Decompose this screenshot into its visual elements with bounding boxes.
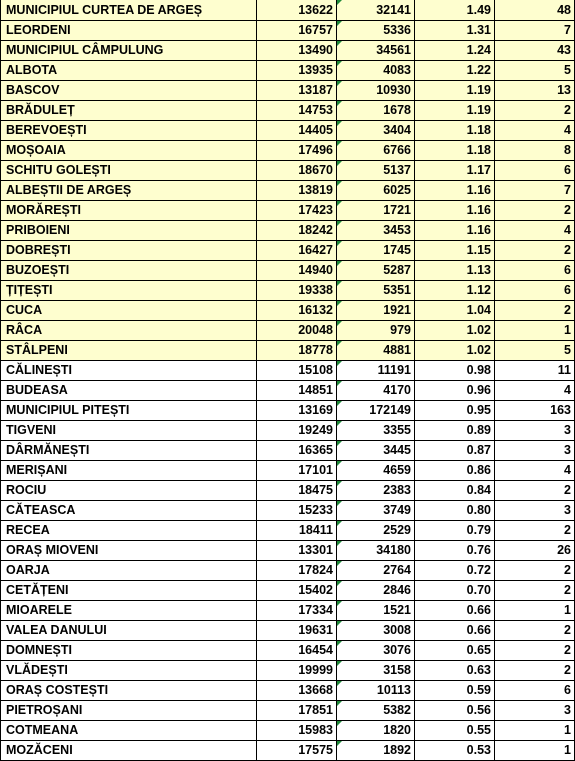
table-row	[1, 340, 575, 360]
cell-locality-name[interactable]: SCHITU GOLEȘTI	[1, 160, 257, 180]
table-row	[1, 440, 575, 460]
cell-locality-name[interactable]: ȚIȚEȘTI	[1, 280, 257, 300]
cell-value-3[interactable]: 0.63	[415, 660, 495, 680]
cell-locality-name[interactable]: RECEA	[1, 520, 257, 540]
cell-value-1[interactable]: 17851	[257, 700, 337, 720]
cell-value-2[interactable]: 4881	[337, 340, 415, 360]
cell-locality-name[interactable]: MUNICIPIUL CURTEA DE ARGEȘ	[1, 0, 257, 20]
cell-value-1[interactable]: 17824	[257, 560, 337, 580]
cell-value-4[interactable]: 1	[495, 320, 575, 340]
cell-value-4[interactable]: 7	[495, 20, 575, 40]
cell-value-1[interactable]: 19999	[257, 660, 337, 680]
cell-value-2[interactable]: 1521	[337, 600, 415, 620]
cell-value-2[interactable]: 3445	[337, 440, 415, 460]
table-row	[1, 80, 575, 100]
cell-value-1[interactable]: 17334	[257, 600, 337, 620]
cell-value-4[interactable]: 6	[495, 260, 575, 280]
table-row	[1, 700, 575, 720]
cell-locality-name[interactable]: MERIȘANI	[1, 460, 257, 480]
table-row	[1, 740, 575, 760]
table-row	[1, 400, 575, 420]
cell-value-1[interactable]: 18411	[257, 520, 337, 540]
cell-value-2[interactable]: 5382	[337, 700, 415, 720]
cell-value-2[interactable]: 1892	[337, 740, 415, 760]
cell-value-4[interactable]: 3	[495, 420, 575, 440]
cell-value-1[interactable]: 18670	[257, 160, 337, 180]
cell-value-2[interactable]: 3076	[337, 640, 415, 660]
cell-value-2[interactable]: 1678	[337, 100, 415, 120]
cell-locality-name[interactable]: BRĂDULEȚ	[1, 100, 257, 120]
cell-value-2[interactable]: 172149	[337, 400, 415, 420]
cell-value-4[interactable]: 2	[495, 560, 575, 580]
table-row	[1, 220, 575, 240]
cell-value-1[interactable]: 13187	[257, 80, 337, 100]
cell-locality-name[interactable]: MUNICIPIUL PITEȘTI	[1, 400, 257, 420]
cell-value-4[interactable]: 2	[495, 640, 575, 660]
cell-value-2[interactable]: 979	[337, 320, 415, 340]
cell-locality-name[interactable]: RÂCA	[1, 320, 257, 340]
cell-value-1[interactable]: 17101	[257, 460, 337, 480]
cell-value-4[interactable]: 4	[495, 460, 575, 480]
cell-locality-name[interactable]: CĂLINEȘTI	[1, 360, 257, 380]
cell-value-4[interactable]: 2	[495, 620, 575, 640]
cell-locality-name[interactable]: BUZOEȘTI	[1, 260, 257, 280]
cell-value-1[interactable]: 13668	[257, 680, 337, 700]
cell-value-3[interactable]: 0.55	[415, 720, 495, 740]
cell-value-1[interactable]: 16454	[257, 640, 337, 660]
cell-value-1[interactable]: 14753	[257, 100, 337, 120]
cell-value-2[interactable]: 1745	[337, 240, 415, 260]
cell-value-2[interactable]: 4659	[337, 460, 415, 480]
cell-value-1[interactable]: 16365	[257, 440, 337, 460]
cell-value-4[interactable]: 13	[495, 80, 575, 100]
cell-value-1[interactable]: 17496	[257, 140, 337, 160]
cell-value-3[interactable]: 1.02	[415, 340, 495, 360]
table-row	[1, 100, 575, 120]
table-row	[1, 460, 575, 480]
cell-locality-name[interactable]: DÂRMĂNEȘTI	[1, 440, 257, 460]
cell-value-1[interactable]: 13819	[257, 180, 337, 200]
table-row	[1, 260, 575, 280]
cell-value-4[interactable]: 2	[495, 580, 575, 600]
cell-locality-name[interactable]: ALBEȘTII DE ARGEȘ	[1, 180, 257, 200]
cell-value-4[interactable]: 48	[495, 0, 575, 20]
cell-locality-name[interactable]: COTMEANA	[1, 720, 257, 740]
cell-value-2[interactable]: 11191	[337, 360, 415, 380]
table-body	[1, 0, 575, 760]
cell-value-3[interactable]: 1.16	[415, 180, 495, 200]
cell-value-3[interactable]: 0.89	[415, 420, 495, 440]
cell-value-2[interactable]: 3355	[337, 420, 415, 440]
cell-value-3[interactable]: 1.24	[415, 40, 495, 60]
cell-locality-name[interactable]: MUNICIPIUL CÂMPULUNG	[1, 40, 257, 60]
table-row	[1, 640, 575, 660]
cell-value-2[interactable]: 1820	[337, 720, 415, 740]
cell-value-3[interactable]: 1.18	[415, 120, 495, 140]
table-row	[1, 360, 575, 380]
cell-value-4[interactable]: 4	[495, 380, 575, 400]
cell-value-2[interactable]: 3008	[337, 620, 415, 640]
cell-value-1[interactable]: 16427	[257, 240, 337, 260]
cell-value-3[interactable]: 1.22	[415, 60, 495, 80]
cell-value-3[interactable]: 1.13	[415, 260, 495, 280]
table-row	[1, 200, 575, 220]
cell-value-2[interactable]: 3404	[337, 120, 415, 140]
cell-value-3[interactable]: 0.86	[415, 460, 495, 480]
cell-value-1[interactable]: 13935	[257, 60, 337, 80]
cell-value-1[interactable]: 15983	[257, 720, 337, 740]
cell-locality-name[interactable]: MIOARELE	[1, 600, 257, 620]
cell-locality-name[interactable]: VALEA DANULUI	[1, 620, 257, 640]
cell-value-4[interactable]: 4	[495, 120, 575, 140]
cell-value-4[interactable]: 2	[495, 660, 575, 680]
cell-value-3[interactable]: 1.18	[415, 140, 495, 160]
cell-value-2[interactable]: 34561	[337, 40, 415, 60]
cell-value-2[interactable]: 2846	[337, 580, 415, 600]
cell-value-4[interactable]: 2	[495, 240, 575, 260]
cell-value-1[interactable]: 14940	[257, 260, 337, 280]
cell-locality-name[interactable]: MOȘOAIA	[1, 140, 257, 160]
cell-value-4[interactable]: 2	[495, 300, 575, 320]
cell-value-2[interactable]: 1921	[337, 300, 415, 320]
cell-value-1[interactable]: 17575	[257, 740, 337, 760]
cell-value-1[interactable]: 15108	[257, 360, 337, 380]
cell-value-1[interactable]: 15402	[257, 580, 337, 600]
cell-locality-name[interactable]: CETĂȚENI	[1, 580, 257, 600]
cell-value-2[interactable]: 10930	[337, 80, 415, 100]
table-row	[1, 560, 575, 580]
cell-locality-name[interactable]: BUDEASA	[1, 380, 257, 400]
table-row	[1, 40, 575, 60]
cell-value-3[interactable]: 0.79	[415, 520, 495, 540]
cell-value-1[interactable]: 19338	[257, 280, 337, 300]
cell-value-1[interactable]: 19631	[257, 620, 337, 640]
cell-value-3[interactable]: 1.49	[415, 0, 495, 20]
cell-value-4[interactable]: 26	[495, 540, 575, 560]
cell-value-2[interactable]: 4083	[337, 60, 415, 80]
cell-value-2[interactable]: 4170	[337, 380, 415, 400]
table-row	[1, 280, 575, 300]
cell-value-4[interactable]: 1	[495, 740, 575, 760]
cell-value-3[interactable]: 0.84	[415, 480, 495, 500]
table-row	[1, 320, 575, 340]
cell-value-4[interactable]: 3	[495, 500, 575, 520]
cell-value-2[interactable]: 3158	[337, 660, 415, 680]
cell-locality-name[interactable]: PIETROȘANI	[1, 700, 257, 720]
cell-locality-name[interactable]: STÂLPENI	[1, 340, 257, 360]
cell-value-4[interactable]: 3	[495, 440, 575, 460]
table-row	[1, 120, 575, 140]
cell-value-1[interactable]: 15233	[257, 500, 337, 520]
cell-value-1[interactable]: 19249	[257, 420, 337, 440]
cell-value-1[interactable]: 13169	[257, 400, 337, 420]
cell-value-3[interactable]: 1.31	[415, 20, 495, 40]
cell-value-3[interactable]: 0.66	[415, 620, 495, 640]
cell-value-2[interactable]: 5351	[337, 280, 415, 300]
cell-value-2[interactable]: 3453	[337, 220, 415, 240]
cell-value-2[interactable]: 5137	[337, 160, 415, 180]
cell-value-3[interactable]: 1.15	[415, 240, 495, 260]
cell-value-1[interactable]: 14851	[257, 380, 337, 400]
cell-value-1[interactable]: 18475	[257, 480, 337, 500]
cell-value-4[interactable]: 2	[495, 200, 575, 220]
cell-value-3[interactable]: 0.80	[415, 500, 495, 520]
cell-value-3[interactable]: 1.16	[415, 200, 495, 220]
table-row	[1, 240, 575, 260]
cell-value-4[interactable]: 2	[495, 520, 575, 540]
cell-value-1[interactable]: 16132	[257, 300, 337, 320]
table-row	[1, 160, 575, 180]
cell-value-1[interactable]: 17423	[257, 200, 337, 220]
table-row	[1, 580, 575, 600]
cell-value-1[interactable]: 18242	[257, 220, 337, 240]
cell-locality-name[interactable]: MORĂREȘTI	[1, 200, 257, 220]
cell-value-2[interactable]: 10113	[337, 680, 415, 700]
cell-value-3[interactable]: 1.19	[415, 100, 495, 120]
cell-locality-name[interactable]: BEREVOEȘTI	[1, 120, 257, 140]
cell-value-3[interactable]: 0.56	[415, 700, 495, 720]
cell-value-4[interactable]: 4	[495, 220, 575, 240]
cell-value-4[interactable]: 5	[495, 60, 575, 80]
cell-locality-name[interactable]: ORAȘ MIOVENI	[1, 540, 257, 560]
cell-value-3[interactable]: 0.70	[415, 580, 495, 600]
cell-value-3[interactable]: 0.72	[415, 560, 495, 580]
cell-locality-name[interactable]: ROCIU	[1, 480, 257, 500]
cell-value-2[interactable]: 2764	[337, 560, 415, 580]
cell-locality-name[interactable]: LEORDENI	[1, 20, 257, 40]
cell-value-2[interactable]: 5336	[337, 20, 415, 40]
cell-value-2[interactable]: 3749	[337, 500, 415, 520]
cell-value-4[interactable]: 8	[495, 140, 575, 160]
table-row	[1, 480, 575, 500]
cell-value-3[interactable]: 1.04	[415, 300, 495, 320]
table-row	[1, 500, 575, 520]
table-row	[1, 680, 575, 700]
cell-value-3[interactable]: 0.76	[415, 540, 495, 560]
cell-locality-name[interactable]: ORAȘ COSTEȘTI	[1, 680, 257, 700]
table-row	[1, 420, 575, 440]
cell-value-4[interactable]: 6	[495, 160, 575, 180]
cell-value-3[interactable]: 0.95	[415, 400, 495, 420]
cell-locality-name[interactable]: VLĂDEȘTI	[1, 660, 257, 680]
cell-value-1[interactable]: 14405	[257, 120, 337, 140]
cell-value-2[interactable]: 2529	[337, 520, 415, 540]
table-row	[1, 620, 575, 640]
cell-value-4[interactable]: 11	[495, 360, 575, 380]
cell-value-4[interactable]: 3	[495, 700, 575, 720]
cell-value-4[interactable]: 1	[495, 720, 575, 740]
cell-value-1[interactable]: 13490	[257, 40, 337, 60]
cell-locality-name[interactable]: BASCOV	[1, 80, 257, 100]
cell-locality-name[interactable]: DOMNEȘTI	[1, 640, 257, 660]
cell-locality-name[interactable]: MOZĂCENI	[1, 740, 257, 760]
table-row	[1, 180, 575, 200]
table-row	[1, 20, 575, 40]
table-row	[1, 60, 575, 80]
cell-value-3[interactable]: 1.19	[415, 80, 495, 100]
cell-value-3[interactable]: 1.12	[415, 280, 495, 300]
cell-value-4[interactable]: 43	[495, 40, 575, 60]
cell-value-2[interactable]: 2383	[337, 480, 415, 500]
table-row	[1, 660, 575, 680]
cell-locality-name[interactable]: TIGVENI	[1, 420, 257, 440]
cell-value-1[interactable]: 16757	[257, 20, 337, 40]
cell-value-4[interactable]: 1	[495, 600, 575, 620]
table-row	[1, 540, 575, 560]
cell-value-2[interactable]: 1721	[337, 200, 415, 220]
table-row	[1, 380, 575, 400]
cell-value-4[interactable]: 7	[495, 180, 575, 200]
cell-value-3[interactable]: 0.53	[415, 740, 495, 760]
table-row	[1, 720, 575, 740]
cell-value-4[interactable]: 2	[495, 480, 575, 500]
cell-value-2[interactable]: 5287	[337, 260, 415, 280]
cell-value-3[interactable]: 0.59	[415, 680, 495, 700]
cell-value-3[interactable]: 1.16	[415, 220, 495, 240]
cell-locality-name[interactable]: CĂTEASCA	[1, 500, 257, 520]
cell-locality-name[interactable]: DOBREȘTI	[1, 240, 257, 260]
table-row	[1, 0, 575, 20]
cell-value-1[interactable]: 13622	[257, 0, 337, 20]
cell-value-4[interactable]: 5	[495, 340, 575, 360]
cell-value-3[interactable]: 0.66	[415, 600, 495, 620]
cell-locality-name[interactable]: ALBOTA	[1, 60, 257, 80]
cell-value-1[interactable]: 18778	[257, 340, 337, 360]
cell-value-3[interactable]: 1.02	[415, 320, 495, 340]
cell-value-4[interactable]: 2	[495, 100, 575, 120]
cell-value-3[interactable]: 1.17	[415, 160, 495, 180]
cell-value-2[interactable]: 6766	[337, 140, 415, 160]
cell-value-1[interactable]: 13301	[257, 540, 337, 560]
cell-value-2[interactable]: 32141	[337, 0, 415, 20]
cell-locality-name[interactable]: OARJA	[1, 560, 257, 580]
table-row	[1, 520, 575, 540]
table-row	[1, 300, 575, 320]
cell-value-3[interactable]: 0.87	[415, 440, 495, 460]
cell-locality-name[interactable]: PRIBOIENI	[1, 220, 257, 240]
cell-value-3[interactable]: 0.96	[415, 380, 495, 400]
table-row	[1, 140, 575, 160]
cell-value-4[interactable]: 6	[495, 680, 575, 700]
cell-value-4[interactable]: 163	[495, 400, 575, 420]
table-row	[1, 600, 575, 620]
cell-value-4[interactable]: 6	[495, 280, 575, 300]
cell-value-2[interactable]: 6025	[337, 180, 415, 200]
cell-value-3[interactable]: 0.65	[415, 640, 495, 660]
cell-locality-name[interactable]: CUCA	[1, 300, 257, 320]
cell-value-2[interactable]: 34180	[337, 540, 415, 560]
cell-value-1[interactable]: 20048	[257, 320, 337, 340]
cell-value-3[interactable]: 0.98	[415, 360, 495, 380]
